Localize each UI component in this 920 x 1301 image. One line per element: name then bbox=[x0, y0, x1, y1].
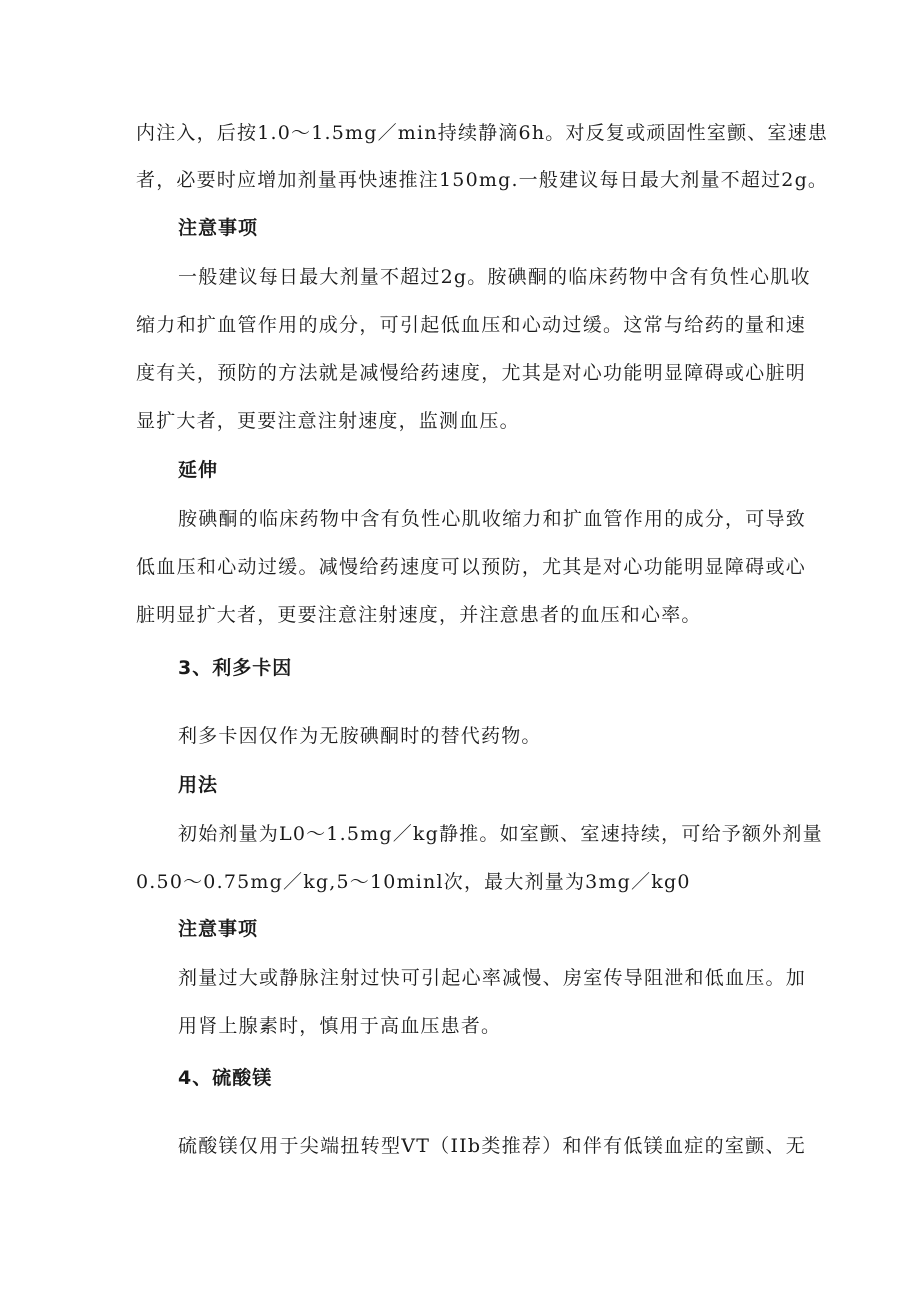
paragraph-line: 内注入，后按1.0～1.5mg／min持续静滴6h。对反复或顽固性室颤、室速患 bbox=[136, 122, 829, 144]
paragraph-line: 者，必要时应增加剂量再快速推注150mg.一般建议每日最大剂量不超过2g。 bbox=[136, 169, 829, 191]
paragraph-line: 一般建议每日最大剂量不超过2g。胺碘酮的临床药物中含有负性心肌收 bbox=[178, 266, 811, 288]
paragraph-line: 利多卡因仅作为无胺碘酮时的替代药物。 bbox=[178, 725, 542, 747]
section-heading-precautions: 注意事项 bbox=[178, 918, 259, 940]
paragraph-line: 初始剂量为L0～1.5mg／kg静推。如室颤、室速持续，可给予额外剂量 bbox=[178, 823, 823, 845]
paragraph-line: 度有关，预防的方法就是减慢给药速度，尤其是对心功能明显障碍或心脏明 bbox=[136, 362, 806, 384]
paragraph-line: 显扩大者，更要注意注射速度，监测血压。 bbox=[136, 410, 520, 432]
section-heading-usage: 用法 bbox=[178, 774, 219, 796]
paragraph-line: 胺碘酮的临床药物中含有负性心肌收缩力和扩血管作用的成分，可导致 bbox=[178, 508, 806, 530]
paragraph-line: 硫酸镁仅用于尖端扭转型VT（IIb类推荐）和伴有低镁血症的室颤、无 bbox=[178, 1135, 806, 1157]
section-heading-extension: 延伸 bbox=[178, 459, 219, 481]
section-heading-lidocaine: 3、利多卡因 bbox=[178, 657, 293, 679]
section-heading-precautions: 注意事项 bbox=[178, 217, 259, 239]
paragraph-line: 剂量过大或静脉注射过快可引起心率减慢、房室传导阻泄和低血压。加 bbox=[178, 967, 806, 989]
paragraph-line: 脏明显扩大者，更要注意注射速度，并注意患者的血压和心率。 bbox=[136, 604, 702, 626]
paragraph-line: 缩力和扩血管作用的成分，可引起低血压和心动过缓。这常与给药的量和速 bbox=[136, 314, 806, 336]
section-heading-magnesium-sulfate: 4、硫酸镁 bbox=[178, 1067, 273, 1089]
paragraph-line: 用肾上腺素时，慎用于高血压患者。 bbox=[178, 1015, 502, 1037]
paragraph-line: 0.50～0.75mg／kg,5～10minl次，最大剂量为3mg／kg0 bbox=[136, 871, 691, 893]
paragraph-line: 低血压和心动过缓。减慢给药速度可以预防，尤其是对心功能明显障碍或心 bbox=[136, 556, 806, 578]
